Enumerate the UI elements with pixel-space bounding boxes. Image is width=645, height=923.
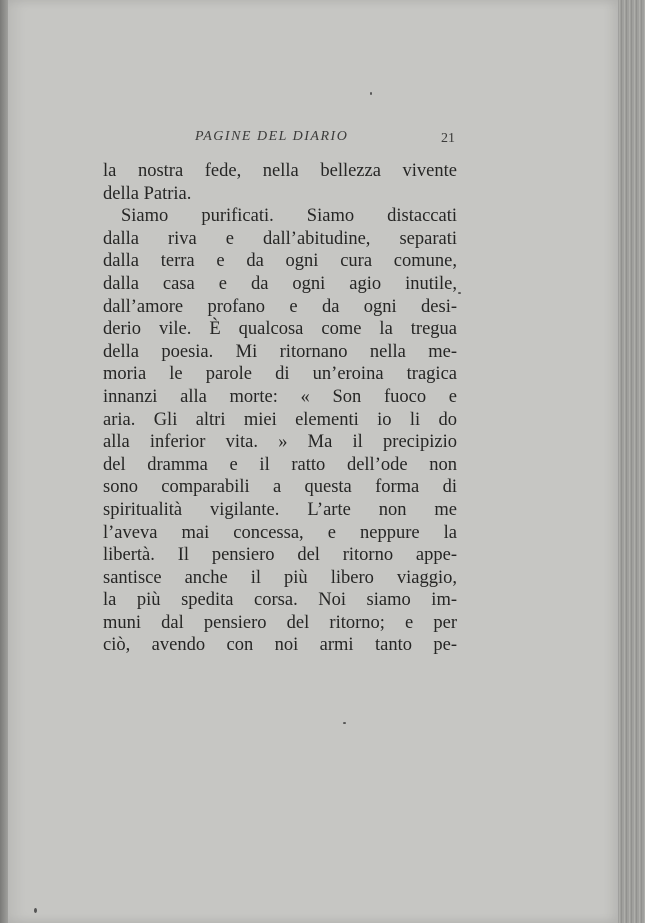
page-header	[195, 129, 455, 149]
text-line: dalla riva e dall’abitudine, separati	[103, 228, 457, 249]
text-line: dalla terra e da ogni cura comune,	[103, 251, 457, 272]
text-line: derio vile. È qualcosa come la tregua	[103, 319, 457, 340]
text-line: la più spedita corsa. Noi siamo im-	[103, 590, 457, 611]
text-line: spiritualità vigilante. L’arte non me	[103, 499, 457, 520]
paper-speck	[343, 722, 346, 724]
text-line: della poesia. Mi ritornano nella me-	[103, 341, 457, 362]
text-line: sono comparabili a questa forma di	[103, 477, 457, 498]
text-line: moria le parole di un’eroina tragica	[103, 364, 457, 385]
text-line: libertà. Il pensiero del ritorno appe-	[103, 545, 457, 566]
text-line: dalla casa e da ogni agio inutile,	[103, 273, 457, 294]
body-text	[103, 160, 457, 657]
text-line: santisce anche il più libero viaggio,	[103, 567, 457, 588]
paper-speck	[34, 908, 37, 913]
text-line: della Patria.	[103, 183, 192, 204]
text-line: Siamo purificati. Siamo distaccati	[121, 206, 457, 227]
paper-speck	[458, 292, 461, 294]
text-line: dall’amore profano e da ogni desi-	[103, 296, 457, 317]
text-line: alla inferior vita. » Ma il precipizio	[103, 432, 457, 453]
text-line: l’aveva mai concessa, e neppure la	[103, 522, 457, 543]
text-line: del dramma e il ratto dell’ode non	[103, 454, 457, 475]
paper-speck	[370, 92, 372, 95]
running-title: PAGINE DEL DIARIO	[195, 129, 349, 144]
text-line: innanzi alla morte: « Son fuoco e	[103, 386, 457, 407]
text-line: muni dal pensiero del ritorno; e per	[103, 612, 457, 633]
page-number: 21	[441, 131, 455, 146]
page-edges	[618, 0, 645, 923]
text-line: la nostra fede, nella bellezza vivente	[103, 161, 457, 181]
text-line: aria. Gli altri miei elementi io li do	[103, 409, 457, 430]
text-line: ciò, avendo con noi armi tanto pe-	[103, 635, 457, 656]
